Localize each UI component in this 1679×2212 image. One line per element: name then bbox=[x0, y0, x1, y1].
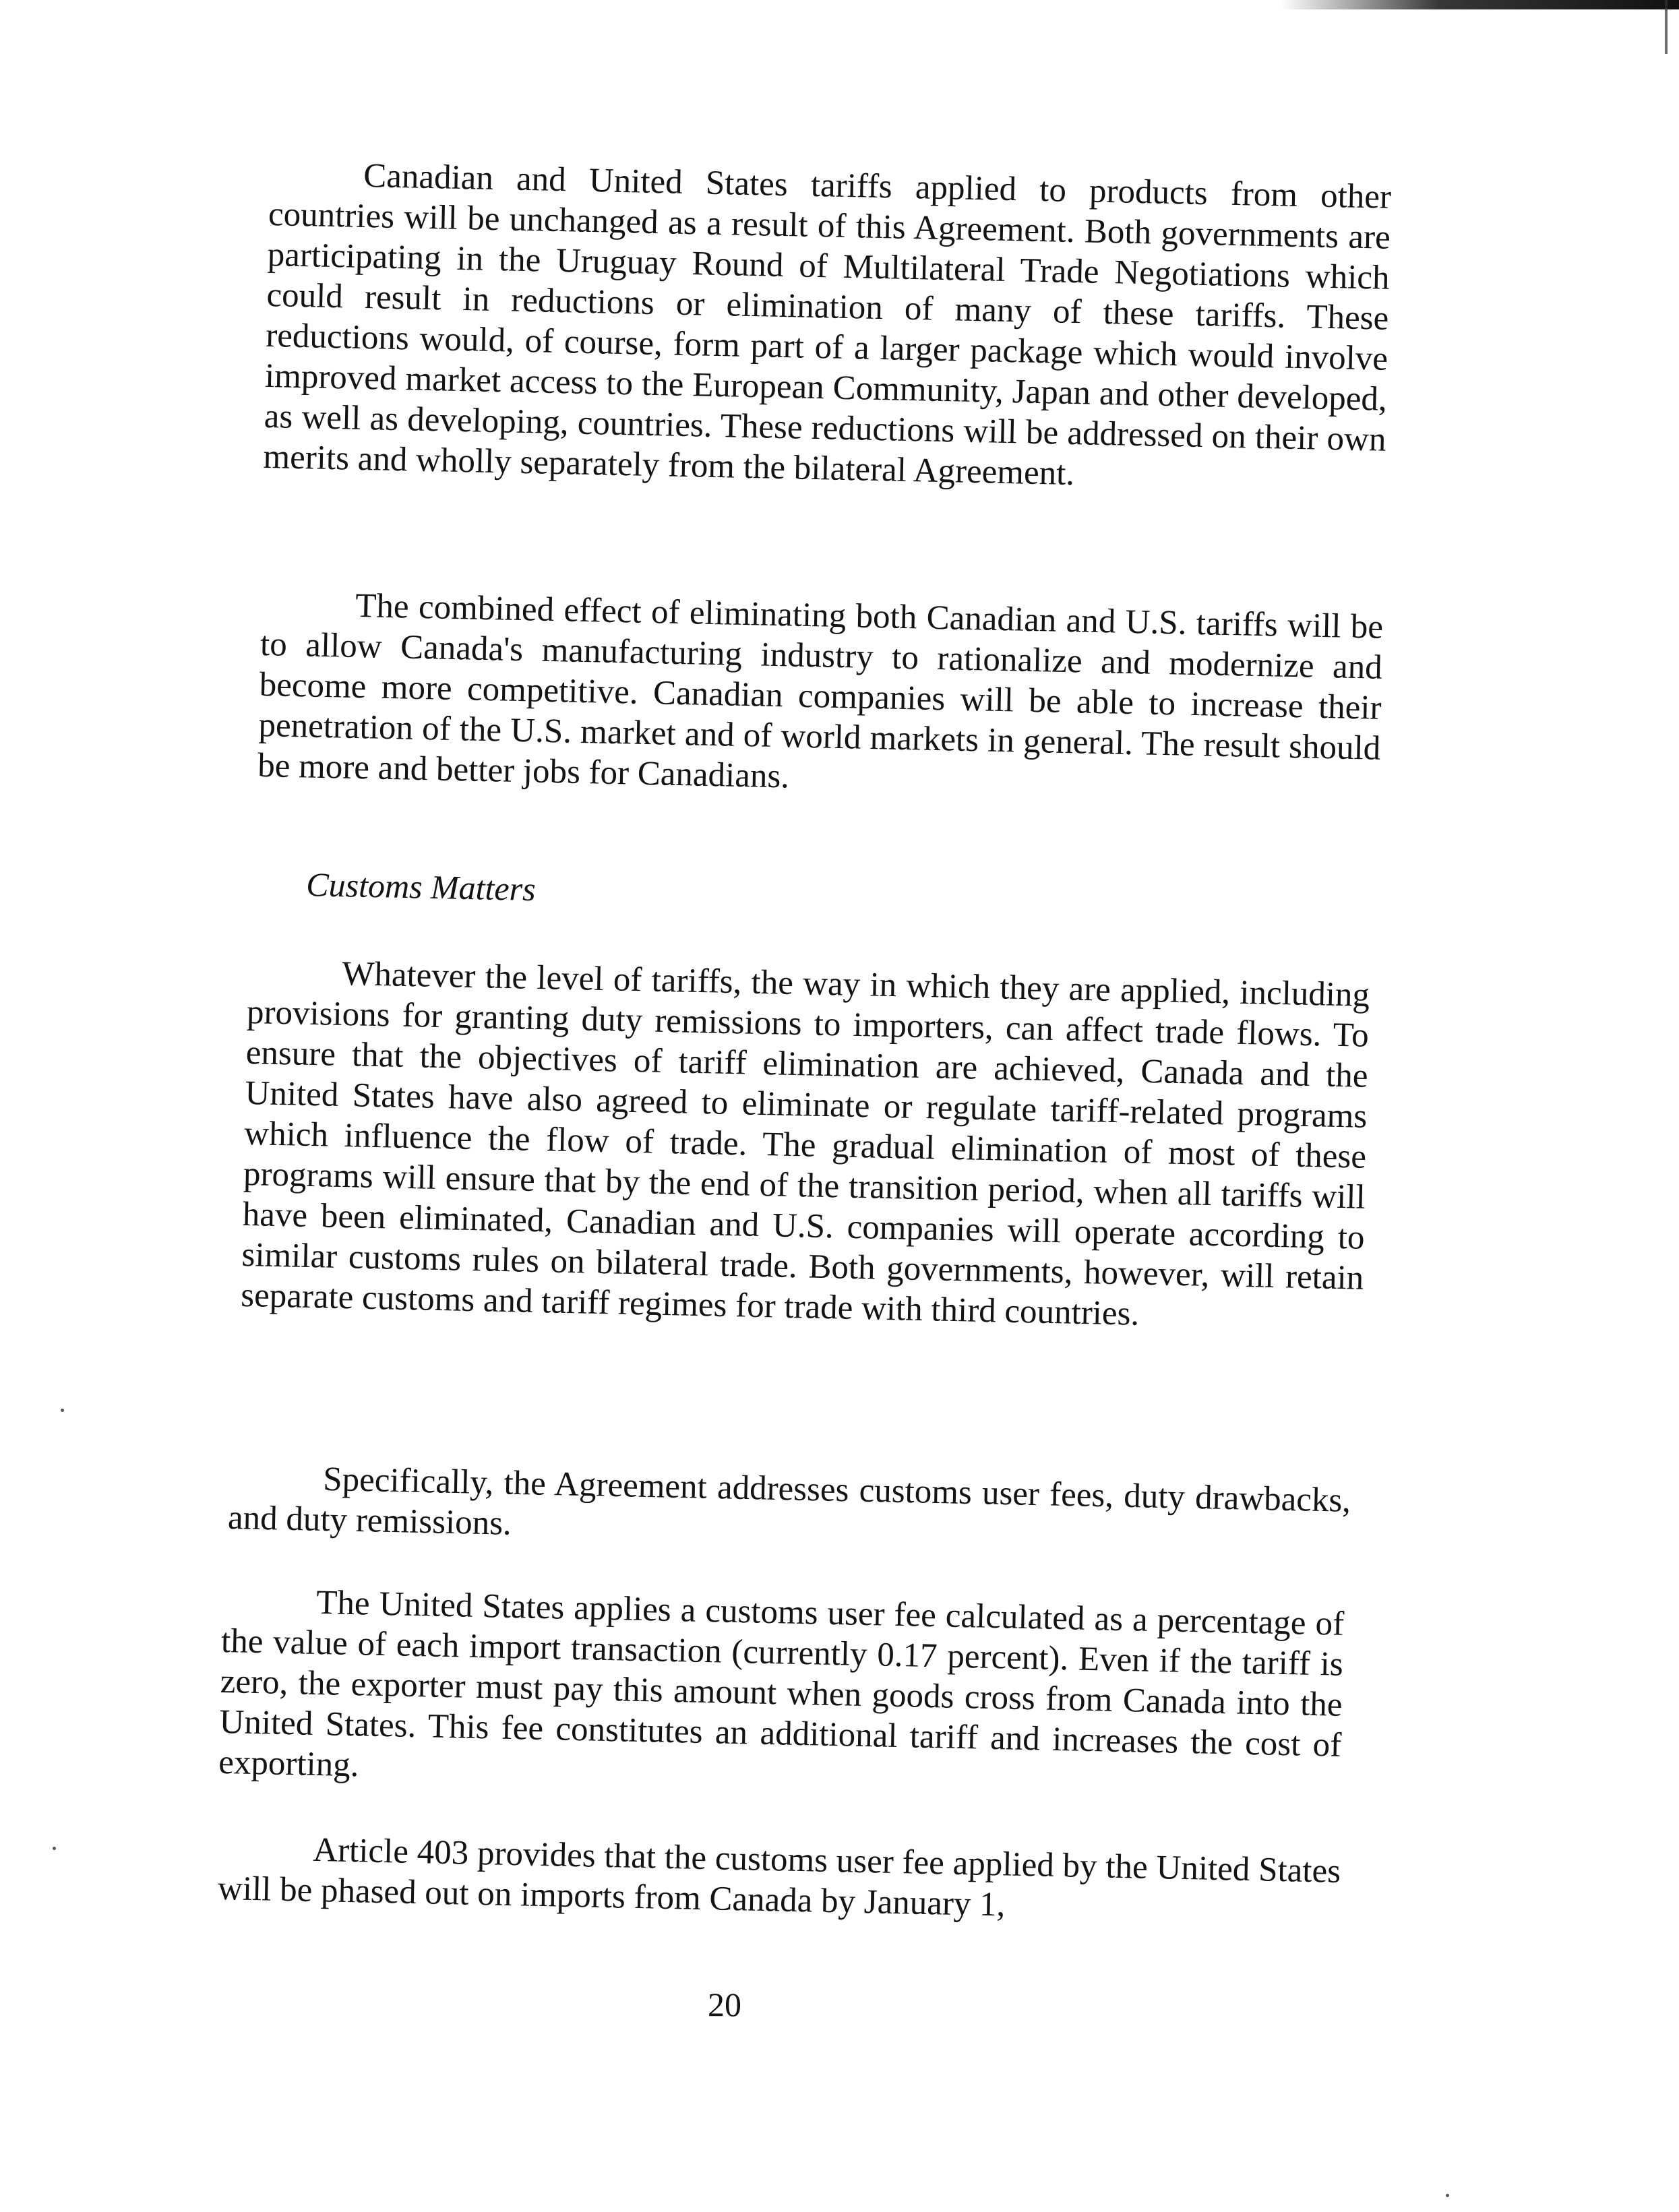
paragraph-block bbox=[227, 1457, 1351, 1562]
paragraph: The United States applies a customs user fee calculated as a percentage of the value of each import transaction (currently 0.17 percent). Even if the tariff is zero, the exporter must pay this amount when goods cross from Canada into the United States. This fee constitutes an additional tariff and increases the cost of exporting. bbox=[218, 1583, 1345, 1785]
paragraph-block bbox=[217, 1828, 1341, 1932]
scan-speck bbox=[61, 1409, 64, 1412]
paragraph: Article 403 provides that the customs user fee applied by the United States will be phased out on imports from Canada by January 1, bbox=[217, 1831, 1341, 1924]
paragraph: Specifically, the Agreement addresses customs user fees, duty drawbacks, and duty remissions. bbox=[227, 1460, 1351, 1543]
paragraph: Whatever the level of tariffs, the way in which they are applied, including provisions for granting duty remissions to importers, can affect trade flows. To ensure that the objectives of tariff elimination are achieved, Canada and the United States have also agreed to eliminate or regulate tariff-related programs which influence the flow of trade. The gradual elimination of most of these programs will ensure that by the end of the transition period, when all tariffs will have been eliminated, Canadian and U.S. companies will operate according to similar customs rules on bilateral trade. Both governments, however, will retain separate customs and tariff regimes for trade with third countries. bbox=[240, 954, 1370, 1333]
page-number: 20 bbox=[708, 1986, 741, 2023]
paragraph: The combined effect of eliminating both Canadian and U.S. tariffs will be to allow Canada's manufacturing industry to rationalize and modernize and become more competitive. Canadian companies will be able to increase their penetration of the U.S. market and of world markets in general. The result should be more and better jobs for Canadians. bbox=[257, 586, 1384, 796]
paragraph-block bbox=[263, 154, 1392, 501]
scan-speck bbox=[53, 1847, 56, 1850]
scan-edge-artifact-right bbox=[1665, 0, 1668, 54]
paragraph: Canadian and United States tariffs applied to products from other countries will be unchanged as a result of this Agreement. Both governments are participating in the Uruguay Round of Multilateral Trade Negotiations which could result in reductions or elimination of many of these tariffs. These reductions would, of course, form part of a larger package which would involve improved market access to the European Community, Japan and other developed, as well as developing, countries. These reductions will be addressed on their own merits and wholly separately from the bilateral Agreement. bbox=[262, 156, 1392, 493]
scan-edge-artifact bbox=[1281, 0, 1679, 9]
paragraph-block bbox=[241, 952, 1370, 1339]
paragraph-block bbox=[257, 584, 1384, 809]
paragraph-block bbox=[218, 1580, 1345, 1806]
scan-speck bbox=[1446, 2194, 1449, 2197]
section-heading: Customs Matters bbox=[305, 865, 537, 909]
